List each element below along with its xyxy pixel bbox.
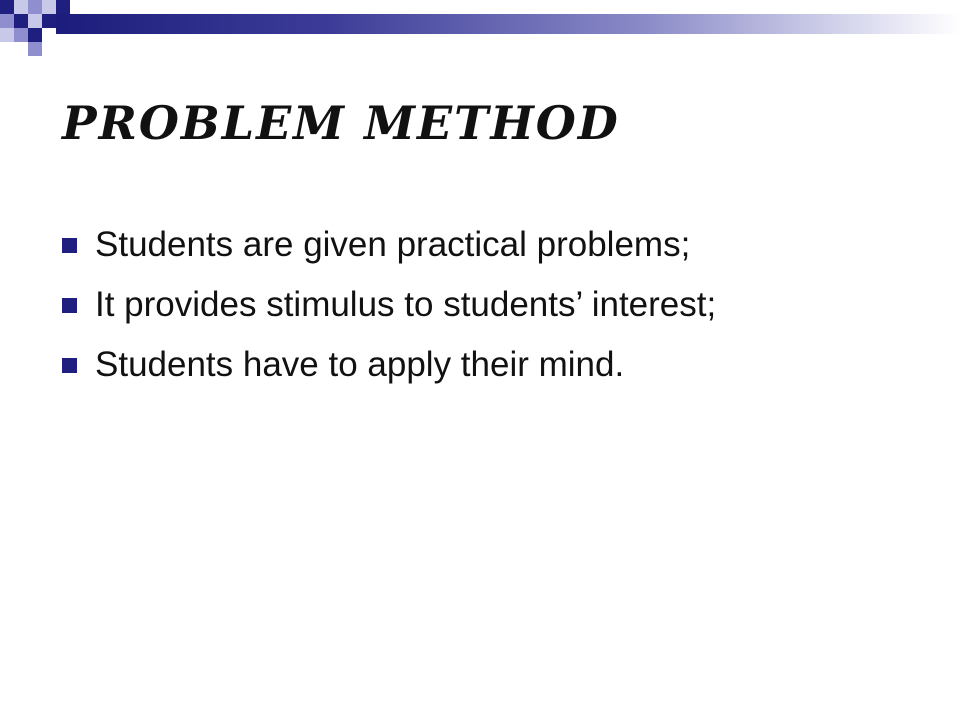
- list-item: [62, 275, 716, 335]
- square-bullet-icon: [62, 238, 77, 253]
- decor-square: [42, 0, 56, 14]
- decor-square: [0, 0, 14, 14]
- decor-square: [14, 28, 28, 42]
- bullet-list: [62, 215, 716, 395]
- bullet-text: Students have to apply their mind.: [95, 345, 625, 384]
- bullet-text: Students are given practical problems;: [95, 225, 691, 264]
- list-item: [62, 335, 716, 395]
- list-item: [62, 215, 716, 275]
- header-decoration: [0, 0, 960, 60]
- decor-square: [0, 28, 14, 42]
- decor-square: [28, 42, 42, 56]
- slide-title: PROBLEM METHOD: [62, 96, 620, 150]
- decor-square: [28, 14, 42, 28]
- decor-square: [28, 0, 42, 14]
- decor-square: [14, 0, 28, 14]
- decor-square: [56, 0, 70, 14]
- decor-square: [14, 14, 28, 28]
- header-gradient-bar: [56, 14, 960, 34]
- decor-square: [28, 28, 42, 42]
- bullet-text: It provides stimulus to students’ interest;: [95, 285, 717, 324]
- square-bullet-icon: [62, 298, 77, 313]
- decor-square: [0, 14, 14, 28]
- decor-square: [42, 14, 56, 28]
- square-bullet-icon: [62, 358, 77, 373]
